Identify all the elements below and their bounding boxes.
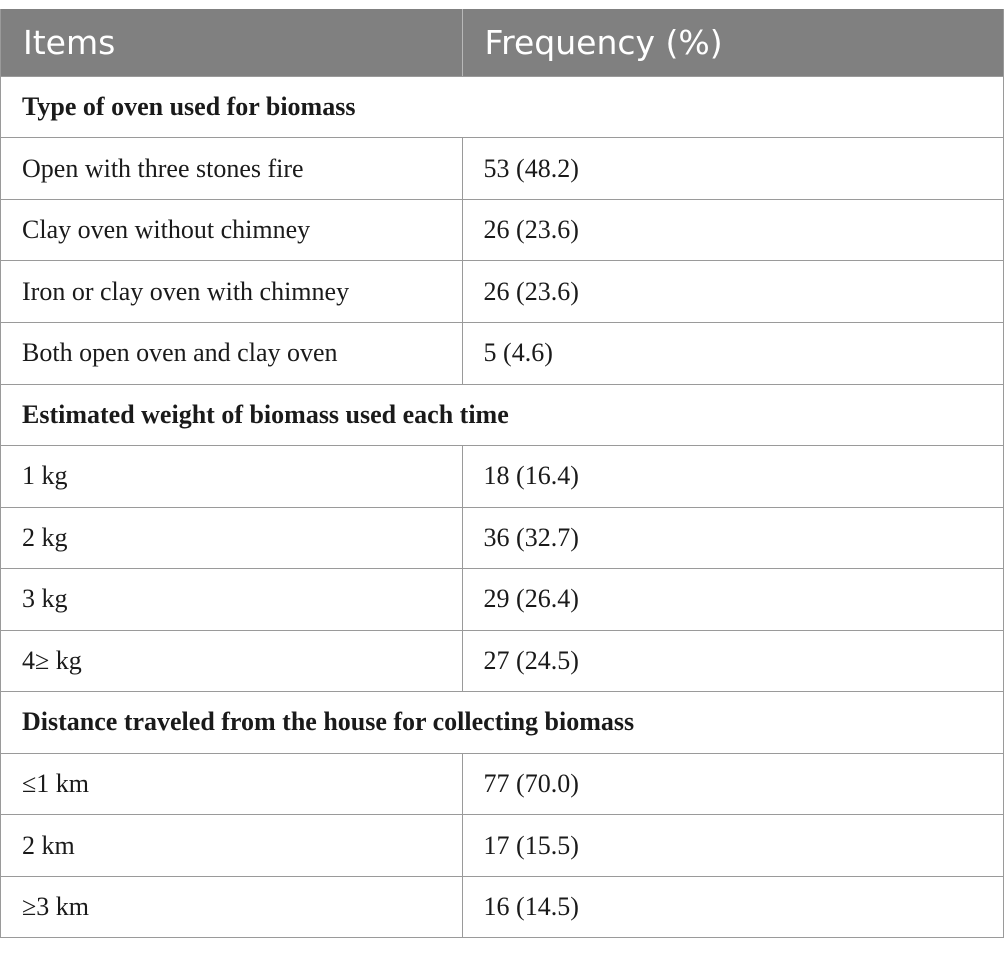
table-row (1, 137, 1003, 199)
item-cell: ≤1 km (1, 754, 463, 815)
item-cell: 1 kg (1, 446, 463, 507)
frequency-cell: 17 (15.5) (483, 830, 579, 860)
item-cell: 2 kg (1, 508, 463, 569)
table-header-row (1, 9, 1003, 76)
table-row (1, 876, 1003, 938)
item-cell: Open with three stones fire (1, 138, 463, 199)
item-cell: Both open oven and clay oven (1, 323, 463, 384)
table-row (1, 322, 1003, 384)
table-row (1, 753, 1003, 815)
frequency-cell: 5 (4.6) (483, 338, 553, 368)
frequency-cell: 53 (48.2) (483, 153, 579, 183)
table-row (1, 507, 1003, 569)
table-row (1, 445, 1003, 507)
item-cell: 2 km (1, 815, 463, 876)
section-header-biomass-weight: Estimated weight of biomass used each time (1, 384, 1003, 445)
item-cell: ≥3 km (1, 877, 463, 938)
table-row (1, 814, 1003, 876)
item-cell: Iron or clay oven with chimney (1, 261, 463, 322)
item-cell: 3 kg (1, 569, 463, 630)
item-cell: Clay oven without chimney (1, 200, 463, 261)
table-row (1, 260, 1003, 322)
section-header-oven-type: Type of oven used for biomass (1, 76, 1003, 137)
table-row (1, 630, 1003, 692)
table-row (1, 199, 1003, 261)
frequency-cell: 29 (26.4) (483, 584, 579, 614)
frequency-cell: 36 (32.7) (483, 522, 579, 552)
frequency-cell: 26 (23.6) (483, 215, 579, 245)
frequency-cell: 18 (16.4) (483, 461, 579, 491)
frequency-cell: 16 (14.5) (483, 892, 579, 922)
frequency-cell: 26 (23.6) (483, 276, 579, 306)
section-header-distance: Distance traveled from the house for collecting biomass (1, 691, 1003, 752)
frequency-cell: 27 (24.5) (483, 646, 579, 676)
header-items: Items (1, 9, 463, 76)
header-frequency: Frequency (%) (484, 23, 723, 62)
frequency-cell: 77 (70.0) (483, 768, 579, 798)
data-table (0, 9, 1004, 938)
table-row (1, 568, 1003, 630)
item-cell: 4≥ kg (1, 631, 463, 692)
